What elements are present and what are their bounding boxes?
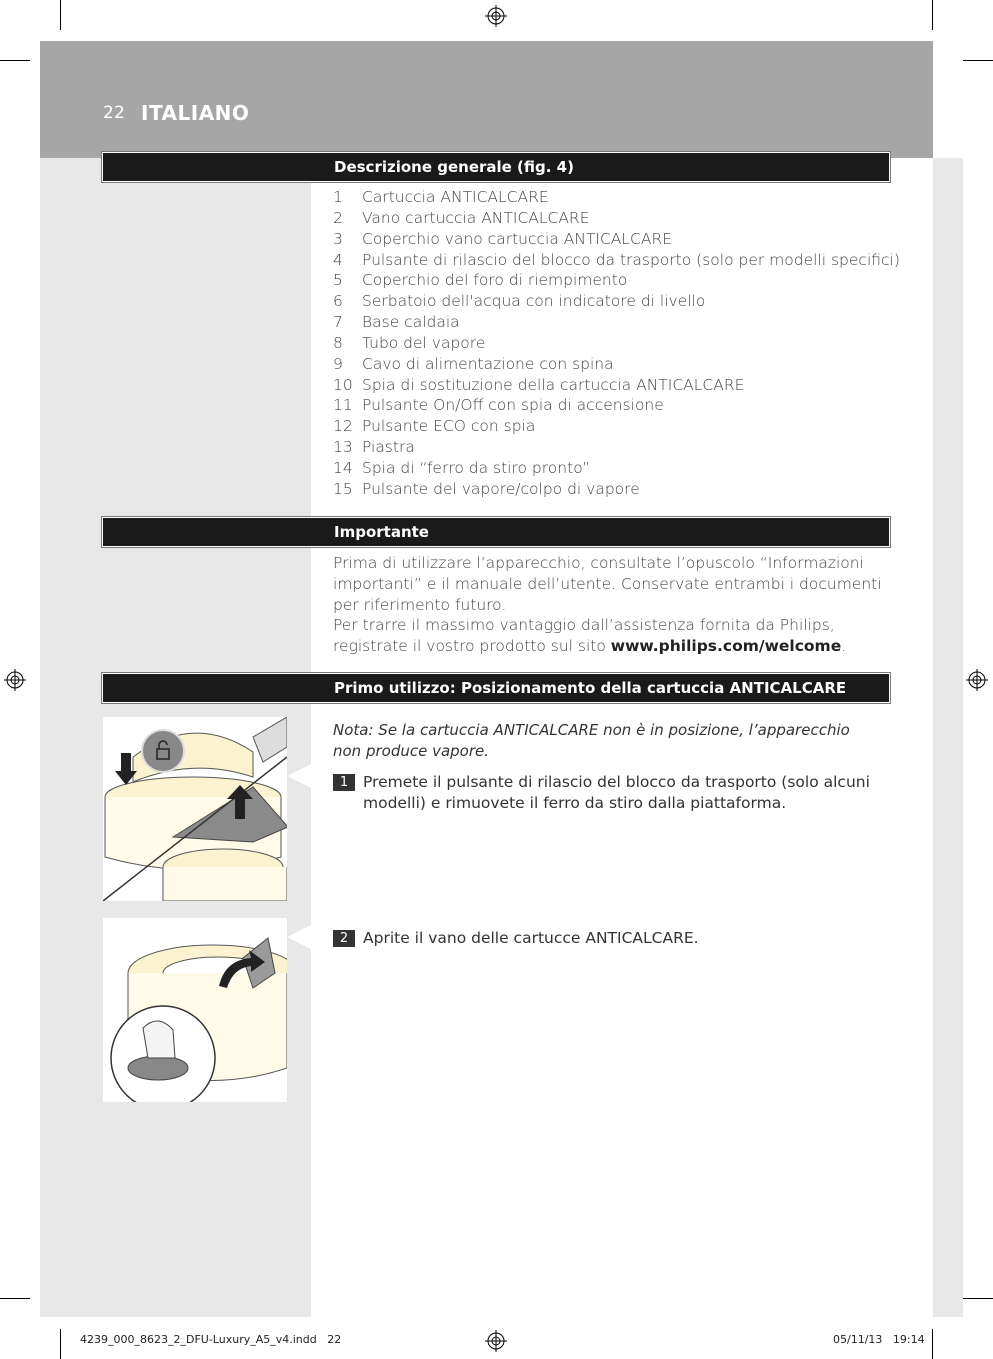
crop-mark <box>932 0 933 30</box>
crop-mark <box>60 1329 61 1359</box>
item-number: 1 <box>333 188 343 206</box>
item-text: Spia di sostituzione della cartuccia ANTICALCARE <box>362 375 745 394</box>
header-band <box>40 41 933 158</box>
list-item <box>333 208 900 229</box>
item-number: 4 <box>333 250 343 269</box>
list-item <box>333 354 900 375</box>
section-header-description <box>103 153 889 181</box>
item-text: Pulsante ECO con spia <box>362 417 536 436</box>
page-number: 22 <box>103 103 126 123</box>
item-number: 11 <box>333 396 353 415</box>
illustration-transport-lock <box>103 717 287 901</box>
item-text: Pulsante del vapore/colpo di vapore <box>362 479 640 498</box>
item-text: Spia di “ferro da stiro pronto” <box>362 458 591 477</box>
lock-icon <box>141 729 185 773</box>
item-text: Serbatoio dell'acqua con indicatore di livello <box>362 292 706 311</box>
list-item <box>333 229 900 250</box>
item-text: Pulsante On/Off con spia di accensione <box>362 396 664 415</box>
footer-date: 05/11/13 19:14 <box>833 1333 925 1346</box>
item-number: 15 <box>333 479 353 498</box>
registration-mark-icon <box>485 5 507 27</box>
step-text: Aprite il vano delle cartucce ANTICALCARE. <box>363 929 699 947</box>
list-item <box>333 270 900 291</box>
arrow-down-icon <box>115 753 137 789</box>
crop-mark <box>60 0 61 30</box>
list-item <box>333 458 900 479</box>
illustration-open-compartment <box>103 918 287 1102</box>
parts-list <box>333 187 900 500</box>
item-number: 13 <box>333 438 353 457</box>
important-paragraph-2 <box>333 615 885 657</box>
section-header-important <box>103 518 889 546</box>
list-item <box>333 312 900 333</box>
item-number: 5 <box>333 271 343 290</box>
step-number: 2 <box>333 930 355 947</box>
illustration-pointer <box>287 925 311 949</box>
registration-mark-icon <box>966 669 988 691</box>
item-text: Cartuccia ANTICALCARE <box>362 188 549 206</box>
item-number: 8 <box>333 333 343 352</box>
crop-mark <box>0 1298 30 1299</box>
note-text: Nota: Se la cartuccia ANTICALCARE non è in posizione, l’apparecchio non produce vapore. <box>333 721 850 760</box>
list-item <box>333 187 900 208</box>
item-text: Piastra <box>362 438 415 457</box>
item-number: 14 <box>333 458 353 477</box>
item-number: 7 <box>333 313 343 332</box>
paragraph-end: . <box>841 636 847 655</box>
list-item <box>333 416 900 437</box>
important-paragraph-1: Prima di utilizzare l’apparecchio, consultate l’opuscolo “Informazioni importanti” e il manuale dell’utente. Conservate entrambi i documenti per riferimento futuro. <box>333 554 882 614</box>
list-item <box>333 437 900 458</box>
item-number: 12 <box>333 417 353 436</box>
step-1 <box>333 772 878 814</box>
curved-arrow-icon <box>215 950 265 994</box>
crop-mark <box>932 1329 933 1359</box>
item-text: Pulsante di rilascio del blocco da trasporto (solo per modelli specifici) <box>362 250 900 269</box>
item-number: 2 <box>333 208 343 227</box>
item-text: Base caldaia <box>362 313 460 332</box>
section-title: Primo utilizzo: Posizionamento della cartuccia ANTICALCARE <box>334 679 847 697</box>
item-number: 6 <box>333 292 343 311</box>
right-strip <box>933 158 963 1317</box>
registration-mark-icon <box>4 669 26 691</box>
arrow-up-icon <box>227 785 253 823</box>
language-title: ITALIANO <box>141 101 250 125</box>
crop-mark <box>963 1298 993 1299</box>
registration-mark-icon <box>485 1330 507 1352</box>
list-item <box>333 479 900 500</box>
item-text: Tubo del vapore <box>362 333 486 352</box>
list-item <box>333 333 900 354</box>
list-item <box>333 291 900 312</box>
crop-mark <box>963 60 993 61</box>
list-item <box>333 375 900 396</box>
illustration-pointer <box>287 764 311 788</box>
step-number: 1 <box>333 774 355 791</box>
section-title: Importante <box>334 523 429 541</box>
paragraph-text: Per trarre il massimo vantaggio dall’assistenza fornita da Philips, registrate il vostro prodotto sul sito <box>333 616 835 655</box>
footer-file-info: 4239_000_8623_2_DFU-Luxury_A5_v4.indd 22 <box>80 1333 342 1346</box>
section-title: Descrizione generale (fig. 4) <box>334 158 574 176</box>
item-number: 3 <box>333 229 343 248</box>
philips-website-link[interactable]: www.philips.com/welcome <box>610 636 842 655</box>
item-text: Coperchio vano cartuccia ANTICALCARE <box>362 229 673 248</box>
step-text: Premete il pulsante di rilascio del blocco da trasporto (solo alcuni modelli) e rimuovete il ferro da stiro dalla piattaforma. <box>363 773 870 812</box>
item-number: 10 <box>333 375 353 394</box>
item-text: Vano cartuccia ANTICALCARE <box>362 208 590 227</box>
item-text: Coperchio del foro di riempimento <box>362 271 628 290</box>
item-number: 9 <box>333 354 343 373</box>
step-2 <box>333 928 878 949</box>
list-item <box>333 250 900 271</box>
item-text: Cavo di alimentazione con spina <box>362 354 614 373</box>
section-header-first-use <box>103 674 889 702</box>
crop-mark <box>0 60 30 61</box>
list-item <box>333 395 900 416</box>
